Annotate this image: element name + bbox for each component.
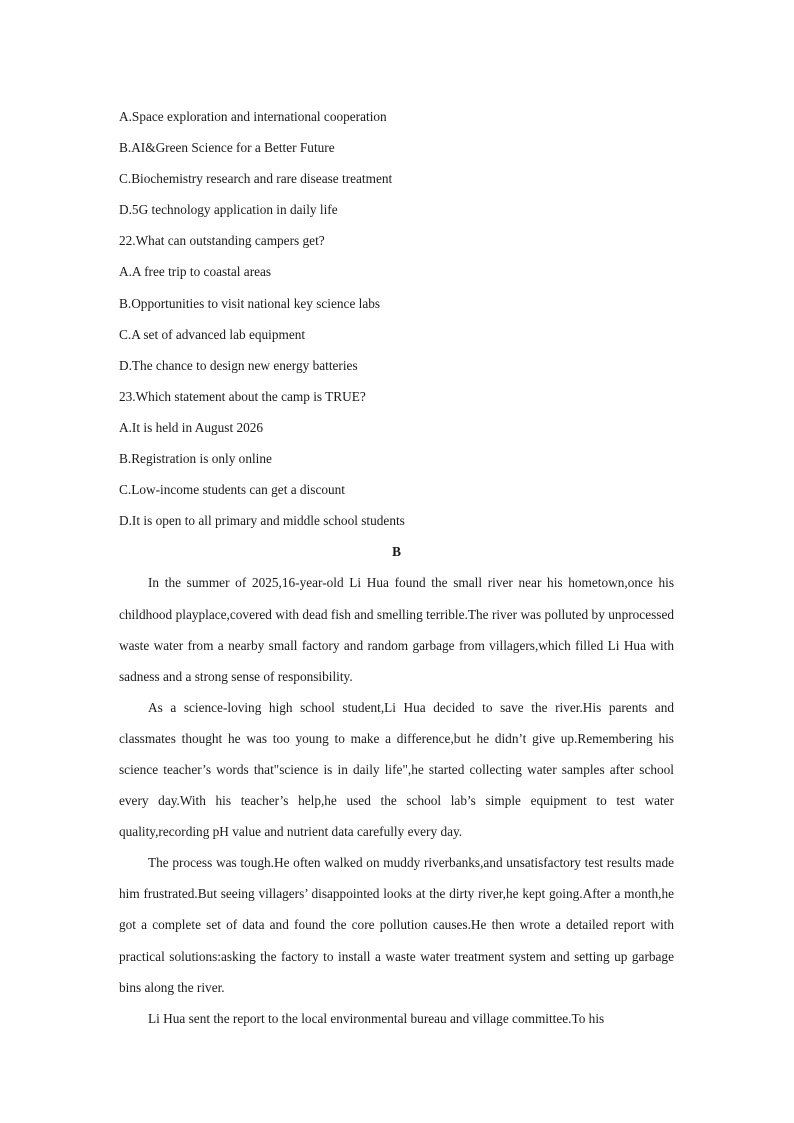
question-22: 22.What can outstanding campers get? <box>119 233 325 249</box>
option-line: A.It is held in August 2026 <box>119 419 264 435</box>
option-line: A.Space exploration and international cooperation <box>119 109 387 124</box>
option-line: A.A free trip to coastal areas <box>119 264 272 280</box>
option-line: C.A set of advanced lab equipment <box>119 326 306 342</box>
option-line: B.Opportunities to visit national key science labs <box>119 295 381 311</box>
option-line: D.5G technology application in daily life <box>119 202 338 218</box>
passage-paragraph: Li Hua sent the report to the local environmental bureau and village committee.To his <box>148 1010 605 1026</box>
passage-paragraph: In the summer of 2025,16-year-old Li Hua found the small river near his hometown,once his childhood playplace,covered with dead fish and smelling terrible.The river was polluted by unprocessed waste water from a nearby small factory and random garbage from villagers,which filled Li Hua with sadness and a strong sense of responsibility. <box>119 575 674 684</box>
option-line: C.Low-income students can get a discount <box>119 482 345 498</box>
document-page <box>119 101 674 1034</box>
option-line: B.AI&Green Science for a Better Future <box>119 140 335 156</box>
passage-paragraph: As a science-loving high school student,Li Hua decided to save the river.His parents and classmates thought he was too young to make a difference,but he didn’t give up.Remembering his science teacher’s words that"science is in daily life",he started collecting water samples after school every day.With his teacher’s help,he used the school lab’s simple equipment to test water quality,recording pH value and nutrient data carefully every day. <box>119 699 674 840</box>
section-title: B <box>392 544 401 560</box>
option-line: D.The chance to design new energy batteries <box>119 357 358 373</box>
option-line: B.Registration is only online <box>119 451 272 467</box>
question-23: 23.Which statement about the camp is TRUE? <box>119 388 366 404</box>
option-line: C.Biochemistry research and rare disease treatment <box>119 171 393 187</box>
passage-paragraph: The process was tough.He often walked on muddy riverbanks,and unsatisfactory test results made him frustrated.But seeing villagers’ disappointed looks at the dirty river,he kept going.After a month,he got a complete set of data and found the core pollution causes.He then wrote a detailed report with practical solutions:asking the factory to install a waste water treatment system and setting up garbage bins along the river. <box>119 855 674 995</box>
option-line: D.It is open to all primary and middle school students <box>119 513 405 529</box>
